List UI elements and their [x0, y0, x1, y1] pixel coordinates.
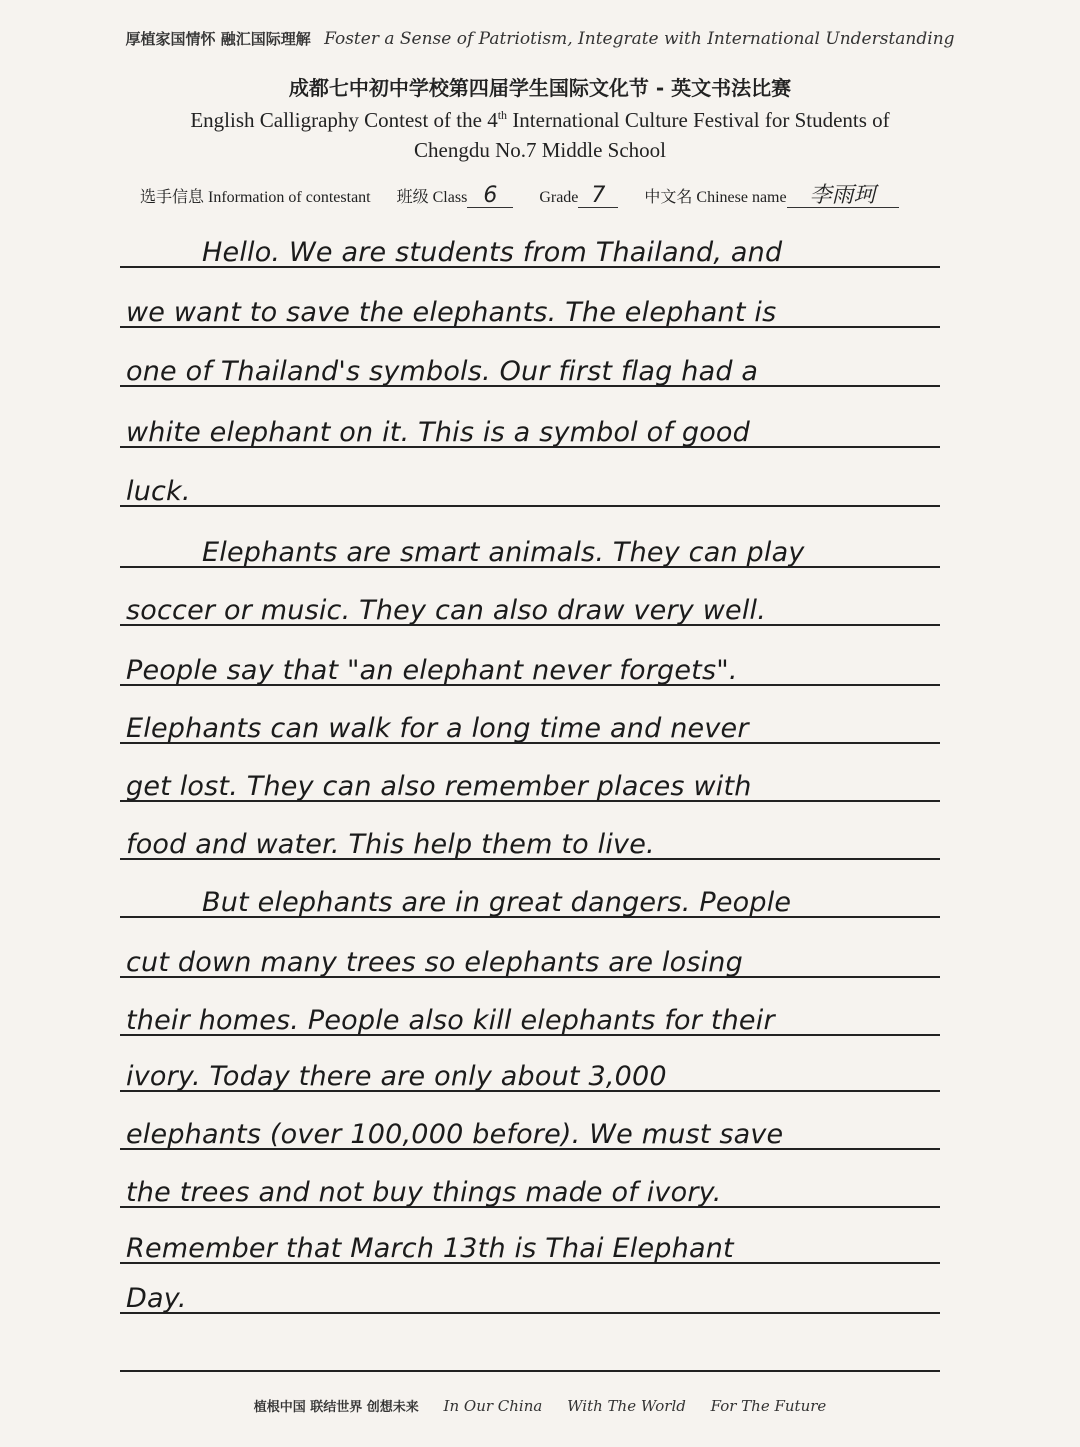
- info-label: 选手信息 Information of contestant: [140, 189, 371, 206]
- essay-line: Hello. We are students from Thailand, and: [202, 237, 783, 268]
- essay-line: get lost. They can also remember places with: [126, 771, 752, 802]
- contestant-info: [140, 184, 940, 208]
- essay-line: white elephant on it. This is a symbol of good: [126, 417, 750, 448]
- contest-title-chinese: 成都七中初中学校第四届学生国际文化节 - 英文书法比赛: [288, 76, 792, 100]
- title-english-part2: International Culture Festival for Students of: [507, 108, 890, 132]
- contest-title-english: [140, 100, 940, 165]
- essay-line: we want to save the elephants. The elephant is: [126, 297, 777, 328]
- essay-line: one of Thailand's symbols. Our first flag had a: [126, 356, 759, 387]
- essay-line: luck.: [126, 476, 191, 507]
- name-label: 中文名 Chinese name: [644, 189, 787, 206]
- motto-english: Foster a Sense of Patriotism, Integrate with International Understanding: [324, 29, 955, 49]
- essay-line: their homes. People also kill elephants for their: [126, 1005, 775, 1036]
- slogan-chinese: 植根中国 联结世界 创想未来: [253, 1400, 419, 1415]
- essay-line: Remember that March 13th is Thai Elephant: [126, 1233, 734, 1264]
- ruled-line: [120, 1370, 940, 1372]
- essay-line: the trees and not buy things made of ivory.: [126, 1177, 722, 1208]
- slogan-english-1: In Our China: [443, 1397, 543, 1415]
- slogan-english-3: For The Future: [710, 1397, 827, 1415]
- name-value: 李雨珂: [787, 185, 899, 208]
- header-motto: [0, 28, 1080, 49]
- essay-line: soccer or music. They can also draw very well.: [126, 595, 767, 626]
- essay-line: Elephants are smart animals. They can play: [202, 537, 805, 568]
- grade-label: Grade: [539, 189, 579, 206]
- class-value: 6: [467, 185, 513, 208]
- slogan-english-2: With The World: [567, 1397, 686, 1415]
- essay-line: ivory. Today there are only about 3,000: [126, 1061, 667, 1092]
- footer-slogan: [0, 1396, 1080, 1415]
- essay-line: But elephants are in great dangers. People: [202, 887, 792, 918]
- essay-line: elephants (over 100,000 before). We must save: [126, 1119, 784, 1150]
- motto-chinese: 厚植家国情怀 融汇国际理解: [125, 30, 311, 48]
- essay-line: People say that "an elephant never forgets".: [126, 655, 738, 686]
- title-english-part1: English Calligraphy Contest of the 4: [190, 108, 498, 132]
- essay-line: Elephants can walk for a long time and never: [126, 713, 749, 744]
- essay-line: food and water. This help them to live.: [126, 829, 655, 860]
- title-english-school: Chengdu No.7 Middle School: [414, 138, 666, 162]
- title-english-sup: th: [497, 108, 508, 122]
- grade-value: 7: [578, 185, 618, 208]
- essay-line: cut down many trees so elephants are losing: [126, 947, 743, 978]
- class-label: 班级 Class: [396, 189, 468, 206]
- essay-line: Day.: [126, 1283, 187, 1314]
